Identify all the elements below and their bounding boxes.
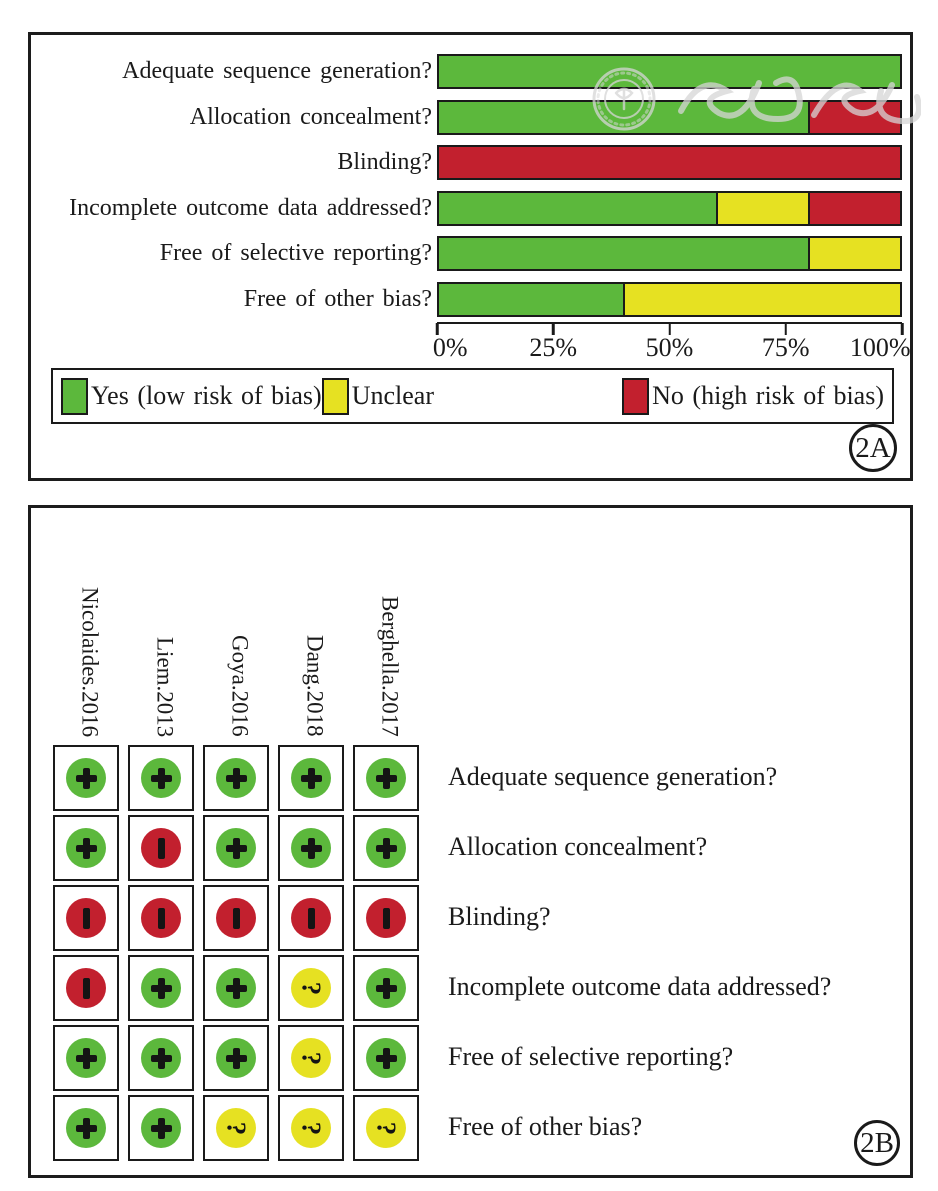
bar-row: [31, 49, 910, 95]
judgement-circle: [216, 968, 256, 1008]
legend: [51, 368, 894, 424]
minus-high-risk-icon: [158, 908, 165, 929]
judgement-cell: [278, 955, 344, 1021]
legend-item: [622, 378, 884, 415]
judgement-cell: [53, 955, 119, 1021]
judgement-cell: [353, 815, 419, 881]
bar-row: [31, 277, 910, 323]
stacked-bar: [437, 282, 902, 317]
axis-tick-label: 0%: [432, 333, 468, 362]
bar-row: [31, 140, 910, 186]
judgement-circle: [141, 898, 181, 938]
question-row-label: Free of other bias?: [448, 1112, 643, 1141]
judgement-cell: [128, 1025, 194, 1091]
legend-label: Unclear: [351, 381, 434, 410]
plus-low-risk-icon: [76, 838, 97, 859]
judgement-circle: [366, 828, 406, 868]
plus-low-risk-icon: [151, 1118, 172, 1139]
bar-segment: [716, 193, 808, 224]
x-axis: [432, 322, 911, 368]
judgement-cell: [203, 745, 269, 811]
question-unclear-icon: ?: [296, 1051, 327, 1065]
bar-row-label: Free of other bias?: [243, 285, 432, 312]
plus-low-risk-icon: [151, 768, 172, 789]
judgement-circle: [291, 1038, 331, 1078]
judgement-cell: [53, 885, 119, 951]
plus-low-risk-icon: [226, 768, 247, 789]
judgement-cell: [278, 815, 344, 881]
judgement-circle: [66, 1038, 106, 1078]
judgement-cell: [203, 1095, 269, 1161]
minus-high-risk-icon: [158, 838, 165, 859]
panel-a-badge: [849, 424, 897, 472]
plus-low-risk-icon: [376, 1048, 397, 1069]
question-row-label: Free of selective reporting?: [448, 1042, 734, 1071]
bar-row-label: Allocation concealment?: [189, 103, 432, 130]
judgement-cell: [353, 745, 419, 811]
question-row-label: Adequate sequence generation?: [448, 762, 778, 791]
judgement-circle: [66, 898, 106, 938]
study-headers: [53, 508, 433, 745]
question-unclear-icon: ?: [221, 1121, 252, 1135]
bar-row: [31, 186, 910, 232]
study-header: Berghella.2017: [377, 596, 403, 737]
judgement-circle: [66, 968, 106, 1008]
judgement-cell: [278, 1025, 344, 1091]
panel-a-badge-label: 2A: [855, 431, 891, 464]
judgement-circle: [366, 758, 406, 798]
judgement-grid: [53, 745, 433, 1165]
judgement-circle: [291, 968, 331, 1008]
legend-item: [322, 378, 434, 415]
bar-row: [31, 231, 910, 277]
legend-item: [61, 378, 322, 415]
legend-swatch-no: [622, 378, 649, 415]
judgement-cell: [278, 745, 344, 811]
bar-track: [437, 54, 902, 89]
axis-tick-label: 50%: [645, 333, 694, 362]
bar-track: [437, 191, 902, 226]
stacked-bar: [437, 191, 902, 226]
question-row-label: Incomplete outcome data addressed?: [448, 972, 832, 1001]
bar-segment: [808, 238, 900, 269]
judgement-cell: [203, 955, 269, 1021]
risk-of-bias-summary-panel: [28, 505, 913, 1178]
question-row-label: Blinding?: [448, 902, 551, 931]
judgement-cell: [353, 1025, 419, 1091]
judgement-circle: [291, 828, 331, 868]
bar-segment: [439, 238, 808, 269]
question-unclear-icon: ?: [296, 1121, 327, 1135]
legend-swatch-yes: [61, 378, 88, 415]
plus-low-risk-icon: [376, 838, 397, 859]
bar-segment: [439, 193, 716, 224]
study-header: Liem.2013: [152, 636, 178, 737]
bar-segment: [808, 102, 900, 133]
bar-row-label: Blinding?: [337, 149, 432, 176]
judgement-cell: [203, 815, 269, 881]
bar-segment: [439, 56, 900, 87]
axis-tick-label: 25%: [529, 333, 578, 362]
judgement-circle: [66, 828, 106, 868]
judgement-cell: [128, 955, 194, 1021]
plus-low-risk-icon: [151, 978, 172, 999]
axis-tick-label: 75%: [761, 333, 810, 362]
study-header: Nicolaides.2016: [77, 586, 103, 737]
judgement-circle: [216, 898, 256, 938]
judgement-circle: [366, 898, 406, 938]
judgement-circle: [366, 1038, 406, 1078]
minus-high-risk-icon: [383, 908, 390, 929]
plus-low-risk-icon: [76, 1118, 97, 1139]
judgement-cell: [203, 885, 269, 951]
stacked-bar: [437, 54, 902, 89]
plus-low-risk-icon: [226, 838, 247, 859]
question-row-label: Allocation concealment?: [448, 832, 708, 861]
minus-high-risk-icon: [308, 908, 315, 929]
judgement-cell: [53, 815, 119, 881]
study-header: Dang.2018: [302, 635, 328, 737]
judgement-circle: [216, 1038, 256, 1078]
judgement-circle: [141, 758, 181, 798]
axis-tick-label: 100%: [849, 333, 911, 362]
judgement-circle: [291, 1108, 331, 1148]
plus-low-risk-icon: [376, 978, 397, 999]
judgement-cell: [128, 1095, 194, 1161]
judgement-cell: [128, 745, 194, 811]
legend-swatch-unclear: [322, 378, 349, 415]
minus-high-risk-icon: [83, 908, 90, 929]
legend-label: Yes (low risk of bias): [91, 381, 322, 410]
judgement-cell: [53, 1095, 119, 1161]
judgement-circle: [141, 828, 181, 868]
plus-low-risk-icon: [376, 768, 397, 789]
judgement-cell: [278, 1095, 344, 1161]
plus-low-risk-icon: [151, 1048, 172, 1069]
minus-high-risk-icon: [233, 908, 240, 929]
question-unclear-icon: ?: [296, 981, 327, 995]
legend-label: No (high risk of bias): [652, 381, 884, 410]
judgement-circle: [141, 1108, 181, 1148]
panel-b-badge-label: 2B: [860, 1126, 894, 1159]
judgement-cell: [278, 885, 344, 951]
judgement-circle: [66, 758, 106, 798]
bar-track: [437, 145, 902, 180]
judgement-circle: [216, 828, 256, 868]
judgement-circle: [66, 1108, 106, 1148]
judgement-cell: [353, 1095, 419, 1161]
bar-segment: [439, 147, 900, 178]
minus-high-risk-icon: [83, 978, 90, 999]
judgement-circle: [291, 758, 331, 798]
judgement-circle: [366, 968, 406, 1008]
bar-row-label: Incomplete outcome data addressed?: [69, 194, 432, 221]
study-header: Goya.2016: [227, 635, 253, 737]
risk-of-bias-bar-panel: [28, 32, 913, 481]
judgement-cell: [128, 815, 194, 881]
plus-low-risk-icon: [226, 1048, 247, 1069]
bar-segment: [623, 284, 900, 315]
judgement-cell: [53, 1025, 119, 1091]
bar-row-label: Adequate sequence generation?: [122, 58, 432, 85]
judgement-cell: [53, 745, 119, 811]
judgement-circle: [216, 1108, 256, 1148]
judgement-circle: [366, 1108, 406, 1148]
plus-low-risk-icon: [301, 768, 322, 789]
stacked-bar: [437, 100, 902, 135]
bar-segment: [808, 193, 900, 224]
plus-low-risk-icon: [226, 978, 247, 999]
bar-segment: [439, 102, 808, 133]
judgement-cell: [353, 955, 419, 1021]
panel-b-badge: [854, 1120, 900, 1166]
bar-row-label: Free of selective reporting?: [159, 240, 432, 267]
judgement-circle: [291, 898, 331, 938]
bar-row: [31, 95, 910, 141]
bar-track: [437, 236, 902, 271]
bar-segment: [439, 284, 623, 315]
bar-track: [437, 282, 902, 317]
bar-track: [437, 100, 902, 135]
judgement-cell: [128, 885, 194, 951]
judgement-circle: [216, 758, 256, 798]
plus-low-risk-icon: [301, 838, 322, 859]
stacked-bar: [437, 236, 902, 271]
judgement-cell: [353, 885, 419, 951]
stacked-bar: [437, 145, 902, 180]
bar-chart-rows: [31, 49, 910, 322]
plus-low-risk-icon: [76, 768, 97, 789]
question-unclear-icon: ?: [371, 1121, 402, 1135]
judgement-circle: [141, 968, 181, 1008]
plus-low-risk-icon: [76, 1048, 97, 1069]
judgement-cell: [203, 1025, 269, 1091]
judgement-circle: [141, 1038, 181, 1078]
